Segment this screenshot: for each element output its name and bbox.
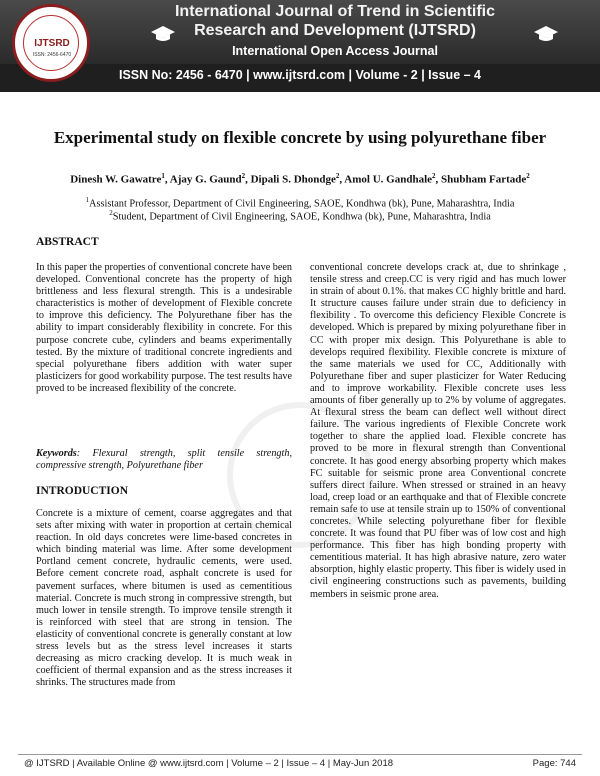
logo-issn: ISSN: 2456-6470 <box>32 52 72 58</box>
author-sup: 2 <box>526 172 530 180</box>
page-number: Page: 744 <box>532 758 576 769</box>
author-sup: 2 <box>335 172 340 180</box>
journal-title: International Journal of Trend in Scientific Research and Development (IJTSRD) <box>174 3 496 39</box>
watermark-logo <box>190 400 410 550</box>
author-sup: 2 <box>241 172 246 180</box>
footer-divider <box>18 754 582 755</box>
affiliation-2: $^2$Student, Department of Civil Engineering, SAOE, Kondhwa (bk), Pune, Maharashtra, India <box>109 209 491 223</box>
issn-line: ISSN No: 2456 - 6470 | www.ijtsrd.com | Volume - 2 | Issue – 4 <box>118 68 481 82</box>
logo-inner-ring <box>23 15 79 71</box>
abstract-text: In this paper the properties of conventional concrete have been developed. Conventional concrete has the property of high brittleness and less flexural strength. This is a undesirable characteristics is mother of development of Flexible concrete to improve this deficiency. The Polyurethane fiber has the ability to impart considerably flexibility in concrete. For this purpose concrete cube, cylinders and beams experimentally tested. By the mixture of traditional concrete ingredients and special polyurethane fibers addition with water super plasticizers for good workability purpose. The test results have proved to be increased flexibility of the concrete. <box>36 262 292 394</box>
author-sup: 2 <box>432 172 436 180</box>
logo-text: IJTSRD <box>34 38 70 49</box>
abstract-heading: ABSTRACT <box>36 236 99 248</box>
keywords-text: : Flexural strength, split tensile strength, compressive strength, Polyurethane fiber <box>36 448 292 472</box>
journal-subtitle: International Open Access Journal <box>232 44 438 58</box>
author-name: Ajay G. Gaund <box>169 173 242 186</box>
author-name: Dipali S. Dhondge <box>250 173 336 186</box>
footer-left-text: @ IJTSRD | Available Online @ www.ijtsrd.com | Volume – 2 | Issue – 4 | May-Jun 2018 <box>24 758 394 769</box>
paper-title: Experimental study on flexible concrete by using polyurethane fiber <box>53 128 547 147</box>
right-column-text: conventional concrete develops crack at, due to shrinkage , tensile stress and creep.CC is very rigid and has much lower in strain of about 0.1%. that makes CC highly brittle and hard. It structure causes failure under strain due to deficiency in flexibility . To overcome this deficiency Flexible Concrete is developed. Which is prepared by mixing polyurethane fiber in CC with proper mix design. This Polyurethane is able to develops required flexibility. Flexible concrete is mixture of the same materials we used for CC, Additionally with Polyurethane fiber and super plasticizer for Water Reducing and to improve workability. Flexible concrete uses less amounts of fiber generally up to 2% by volume of aggregates. At flexural stress the beam can deflect well without direct failure. The various ingredients of Flexible Concrete work together to share the applied load. Flexible concrete has proved to be more in flexural strength than Conventional concrete. It has good energy absorbing property which makes FC suitable for seismic prone area Conventional concrete suffers direct failure. When stressed or strained in an heavy load, creep load or an earthquake and that of Flexible concrete remain safe to use at tensile strain up to 150% of conventional concretes. While selecting polyurethane fiber for flexible concrete. It was found that PU fiber was of low cost and high performance. This fiber has high bonding property with cementitious material. It has high abrasive nature, zero water absorption, highly elastic property. This fiber is widely used in civil engineering constructions such as pavements, building members in seismic prone area. <box>310 262 566 600</box>
author-list: Dinesh W. Gawatre$^1$, Ajay G. Gaund$^2$, Dipali S. Dhondge$^2$, Amol U. Gandhale$^2$, Shubham Fartade$^2$ <box>70 172 530 186</box>
affiliation-1: $^1$Assistant Professor, Department of Civil Engineering, SAOE, Kondhwa (bk), Pune, Maharashtra, India <box>85 196 515 210</box>
keywords-label: Keywords <box>36 448 77 459</box>
journal-header <box>0 0 600 92</box>
author-name: Amol U. Gandhale <box>344 173 433 186</box>
intro-left-text: Concrete is a mixture of cement, coarse aggregates and that sets after mixing with water in proportion at certain chemical reaction. In old days concretes were lime-based concretes in which binding material was lime. After some development Portland cement concrete, hydraulic cements, were used. Before cement concrete road, asphalt concrete is used for pavement surfaces, where bitumen is used as cementitious material. Concrete is much strong in compressive strength, but much lower in tensile strength. To improve tensile strength it is reinforced with steel that are strong in tension. The elasticity of conventional concrete is generally constant at low stress levels but as the stress level increases it starts decreasing as micro cracking develop. It is much weak in coefficient of thermal expansion and as the stress increases it shrinks. The structures made from <box>36 508 292 689</box>
graduation-cap-icon <box>533 24 559 44</box>
author-sup: 1 <box>161 172 165 180</box>
author-name: Dinesh W. Gawatre <box>70 173 162 186</box>
introduction-heading: INTRODUCTION <box>36 485 129 497</box>
author-name: Shubham Fartade <box>441 173 527 186</box>
